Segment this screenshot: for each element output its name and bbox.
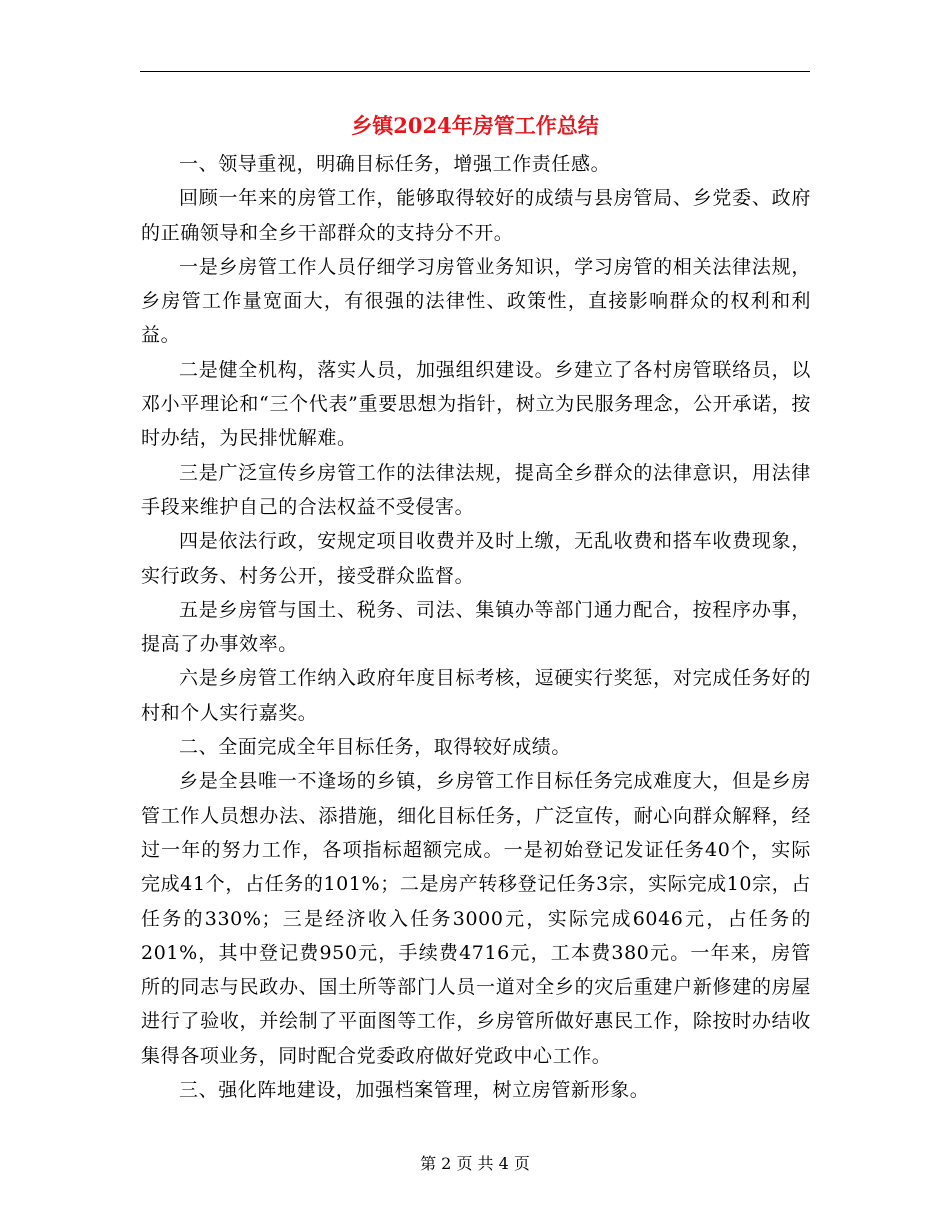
- document-title: 乡镇2024年房管工作总结: [351, 113, 599, 138]
- section-heading-1: 一、领导重视，明确目标任务，增强工作责任感。: [179, 153, 611, 175]
- paragraph: 四是依法行政，安规定项目收费并及时上缴，无乱收费和搭车收费现象，实行政务、村务公开，接受群众监督。: [141, 530, 811, 587]
- paragraph: 一是乡房管工作人员仔细学习房管业务知识，学习房管的相关法律法规，乡房管工作量宽面大，有很强的法律性、政策性，直接影响群众的权利和利益。: [141, 255, 811, 347]
- paragraph: 回顾一年来的房管工作，能够取得较好的成绩与县房管局、乡党委、政府的正确领导和全乡干部群众的支持分不开。: [141, 187, 811, 244]
- document-body: [141, 147, 811, 1107]
- paragraph: 二是健全机构，落实人员，加强组织建设。乡建立了各村房管联络员，以邓小平理论和“三个代表”重要思想为指针，树立为民服务理念，公开承诺，按时办结，为民排忧解难。: [141, 358, 811, 450]
- paragraph: 六是乡房管工作纳入政府年度目标考核，逗硬实行奖惩，对完成任务好的村和个人实行嘉奖。: [141, 667, 811, 724]
- paragraph: 三是广泛宣传乡房管工作的法律法规，提高全乡群众的法律意识，用法律手段来维护自己的合法权益不受侵害。: [141, 461, 811, 518]
- paragraph: 五是乡房管与国土、税务、司法、集镇办等部门通力配合，按程序办事，提高了办事效率。: [141, 598, 811, 656]
- page-number: 第 2 页 共 4 页: [420, 1154, 530, 1173]
- section-heading-3: 三、强化阵地建设，加强档案管理，树立房管新形象。: [179, 1079, 650, 1102]
- section-heading-2: 二、全面完成全年目标任务，取得较好成绩。: [179, 736, 572, 759]
- paragraph: 乡是全县唯一不逢场的乡镇，乡房管工作目标任务完成难度大，但是乡房管工作人员想办法、添措施，细化目标任务，广泛宣传，耐心向群众解释，经过一年的努力工作，各项指标超额完成。一是初始登记发证任务40个，实际完成41个，占任务的101%；二是房产转移登记任务3宗，实际完成10宗，占任务的330%；三是经济收入任务3000元，实际完成6046元，占任务的201%，其中登记费950元，手续费4716元，工本费380元。一年来，房管所的同志与民政办、国土所等部门人员一道对全乡的灾后重建户新修建的房屋进行了验收，并绘制了平面图等工作，乡房管所做好惠民工作，除按时办结收集得各项业务，同时配合党委政府做好党政中心工作。: [141, 770, 811, 1067]
- header-rule: [140, 71, 810, 72]
